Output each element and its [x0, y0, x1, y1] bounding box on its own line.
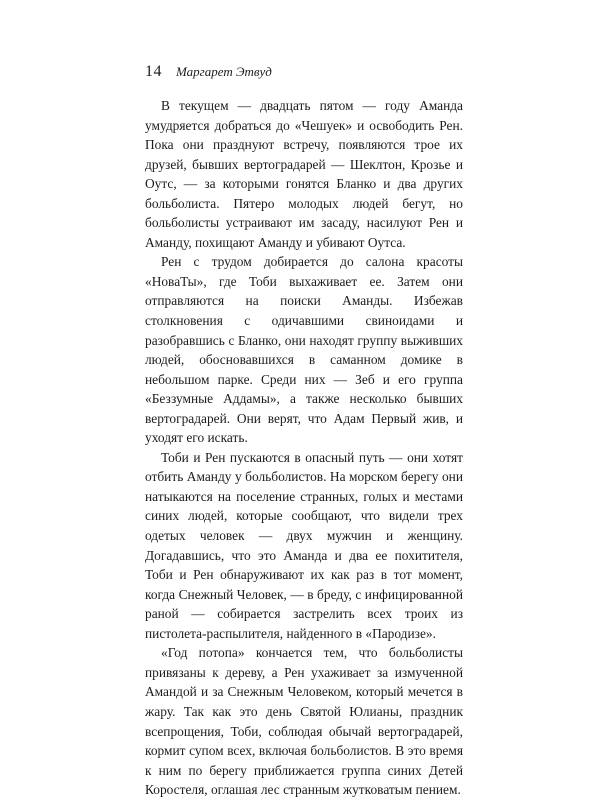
paragraph: Тоби и Рен пускаются в опасный путь — они хотят отбить Аманду у больболистов. На морском берегу они натыкаются на поселение странных, голых и местами синих людей, которые сообщают, что видели трех одетых человек — двух мужчин и женщину. Догадавшись, что это Аманда и два ее похитителя, Тоби и Рен обнаруживают их как раз в тот момент, когда Снежный Человек, — в бреду, с инфицированной раной — собирается застрелить всех троих из пистолета-распылителя, найденного в «Пародизе».	[145, 449, 463, 641]
running-title: Маргарет Этвуд	[176, 64, 272, 79]
paragraph: В текущем — двадцать пятом — году Аманда умудряется добраться до «Чешуек» и освободить Рен. Пока они празднуют встречу, появляются трое их друзей, бывших вертоградарей — Шеклтон, Крозье и Оутс, — за которыми гонятся Бланко и два других больболиста. Пятеро молодых людей бегут, но больболисты устраивают им засаду, насилуют Рен и Аманду, похищают Аманду и убивают Оутса.	[145, 98, 463, 250]
body-text	[145, 96, 463, 800]
page-header	[145, 63, 465, 85]
paragraph: «Год потопа» кончается тем, что больболисты привязаны к дереву, а Рен ухаживает за измученной Амандой и за Снежным Человеком, который мечется в жару. Так как это день Святой Юлианы, праздник всепрощения, Тоби, соблюдая обычай вертоградарей, кормит супом всех, включая больболистов. В это время к ним по берегу приближается группа синих Детей Коростеля, оглашая лес странным жутковатым пением.	[145, 645, 463, 798]
paragraph: Рен с трудом добирается до салона красоты «НоваТы», где Тоби выхаживает ее. Затем они отправляются на поиски Аманды. Избежав столкновения с одичавшими свиноидами и разобравшись с Бланко, они находят группу выживших людей, обосновавшихся в саманном домике в небольшом парке. Среди них — Зеб и его группа «Беззумные Аддамы», а также несколько бывших вертоградарей. Они верят, что Адам Первый жив, и уходят его искать.	[145, 254, 463, 446]
page-number: 14	[145, 63, 162, 80]
